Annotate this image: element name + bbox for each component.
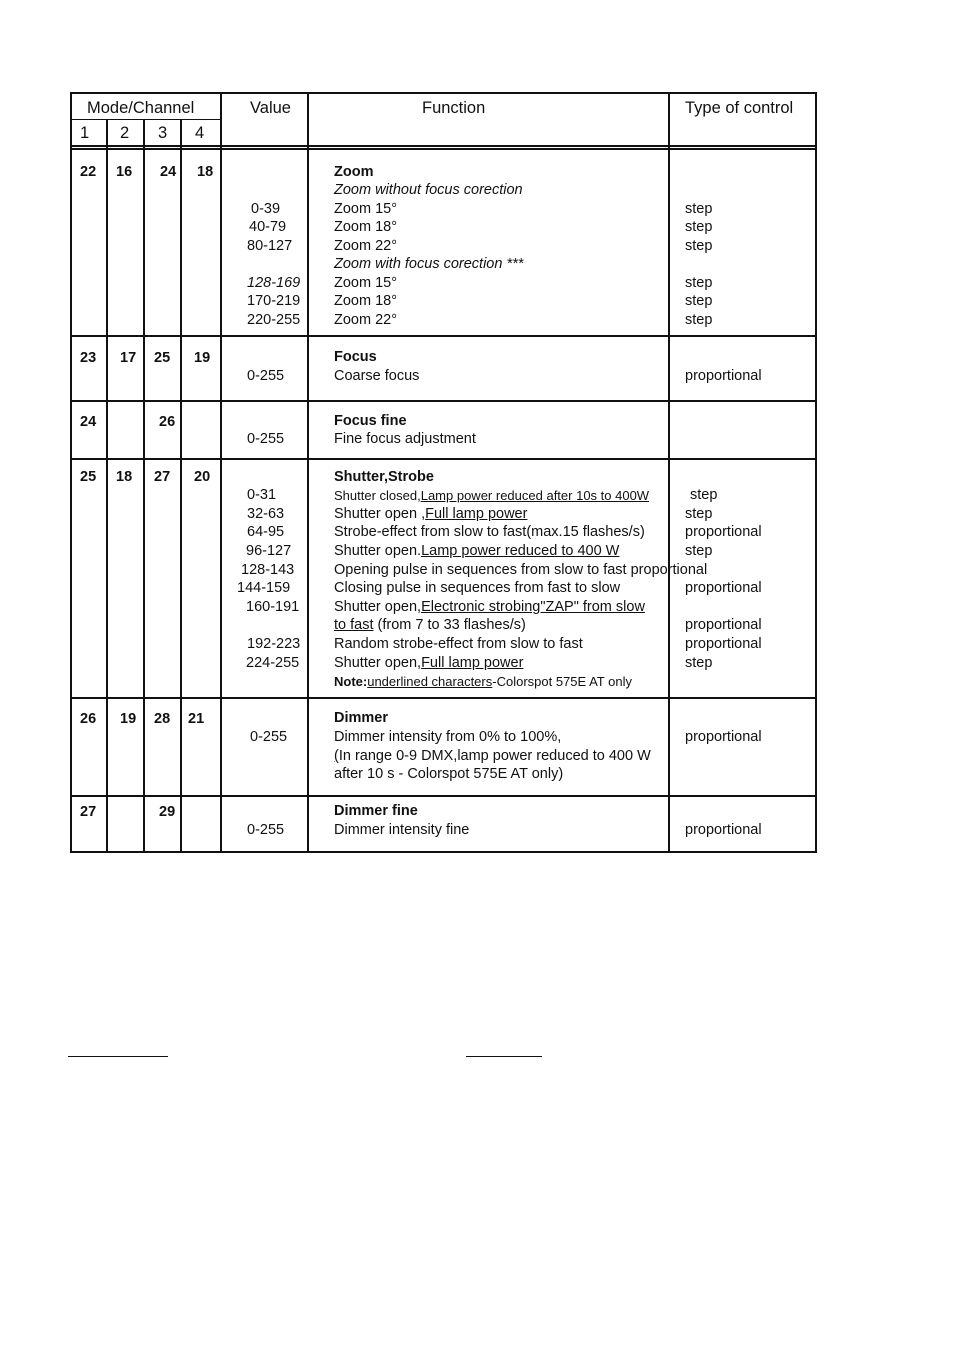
channel-mode1: 25 <box>80 469 97 485</box>
channel-mode2: 19 <box>120 711 137 727</box>
value-range: 144-159 <box>237 580 291 596</box>
function-text: Zoom 18° <box>334 293 398 309</box>
control-type: proportional <box>685 729 762 745</box>
value-range: 220-255 <box>247 312 301 328</box>
mode-1-header: 1 <box>80 124 90 142</box>
control-type: proportional <box>685 524 762 540</box>
value-range: 64-95 <box>247 524 285 540</box>
value-range: 128-169 <box>247 275 301 291</box>
channel-mode3: 28 <box>154 711 171 727</box>
function-text: Zoom 22° <box>334 312 398 328</box>
function-text: (In range 0-9 DMX,lamp power reduced to 400 W <box>334 748 651 764</box>
function-text: Dimmer intensity from 0% to 100%, <box>334 729 562 745</box>
function-text: Coarse focus <box>334 368 420 384</box>
channel-mode4: 21 <box>188 711 205 727</box>
value-header: Value <box>250 99 291 117</box>
value-range: 96-127 <box>246 543 292 559</box>
channel-mode3: 27 <box>154 469 171 485</box>
channel-mode4: 20 <box>194 469 211 485</box>
value-range: 128-143 <box>241 562 295 578</box>
mode-4-header: 4 <box>195 124 205 142</box>
value-range: 32-63 <box>247 506 285 522</box>
channel-mode3: 26 <box>159 414 176 430</box>
type-of-control-header: Type of control <box>685 99 794 117</box>
function-text: Zoom 18° <box>334 219 398 235</box>
control-type: step <box>685 293 713 309</box>
value-range: 40-79 <box>249 219 287 235</box>
function-text: Strobe-effect from slow to fast(max.15 flashes/s) <box>334 524 645 540</box>
function-title: Zoom <box>334 164 374 180</box>
function-title: Dimmer <box>334 710 388 726</box>
control-type: step <box>690 487 718 503</box>
channel-mode3: 25 <box>154 350 171 366</box>
function-text: Zoom 15° <box>334 201 398 217</box>
function-text: Shutter open,Electronic strobing"ZAP" from slow <box>334 599 645 615</box>
value-range: 0-255 <box>247 822 285 838</box>
divider-right <box>466 1056 542 1057</box>
control-type: step <box>685 506 713 522</box>
function-title: Focus <box>334 349 377 365</box>
function-text: Fine focus adjustment <box>334 431 476 447</box>
value-range: 0-39 <box>251 201 281 217</box>
function-text: Shutter open.Lamp power reduced to 400 W <box>334 543 620 559</box>
value-range: 170-219 <box>247 293 301 309</box>
channel-mode3: 24 <box>160 164 177 180</box>
function-text: Opening pulse in sequences from slow to fast proportional <box>334 562 708 578</box>
function-text: to fast (from 7 to 33 flashes/s) <box>334 617 526 633</box>
channel-mode4: 19 <box>194 350 211 366</box>
function-text: after 10 s - Colorspot 575E AT only) <box>334 766 564 782</box>
control-type: proportional <box>685 368 762 384</box>
control-type: proportional <box>685 580 762 596</box>
channel-mode2: 18 <box>116 469 133 485</box>
function-title: Dimmer fine <box>334 803 418 819</box>
value-range: 0-255 <box>250 729 288 745</box>
value-range: 0-255 <box>247 368 285 384</box>
function-text: Shutter open,Full lamp power <box>334 655 524 671</box>
channel-mode4: 18 <box>197 164 214 180</box>
control-type: proportional <box>685 636 762 652</box>
control-type: step <box>685 201 713 217</box>
control-type: step <box>685 238 713 254</box>
function-text: Zoom 22° <box>334 238 398 254</box>
control-type: step <box>685 219 713 235</box>
mode-3-header: 3 <box>158 124 168 142</box>
channel-mode3: 29 <box>159 804 176 820</box>
value-range: 224-255 <box>246 655 300 671</box>
channel-mode1: 27 <box>80 804 97 820</box>
function-text: Closing pulse in sequences from fast to slow <box>334 580 621 596</box>
function-title: Shutter,Strobe <box>334 469 434 485</box>
function-text: Shutter closed,Lamp power reduced after 10s to 400W <box>334 488 650 503</box>
control-type: proportional <box>685 617 762 633</box>
value-range: 80-127 <box>247 238 293 254</box>
value-range: 160-191 <box>246 599 300 615</box>
channel-mode2: 16 <box>116 164 133 180</box>
mode-2-header: 2 <box>120 124 130 142</box>
divider-left <box>68 1056 168 1057</box>
footnote: Note:underlined characters-Colorspot 575E AT only <box>334 674 632 689</box>
value-range: 192-223 <box>247 636 301 652</box>
control-type: step <box>685 312 713 328</box>
control-type: step <box>685 655 713 671</box>
function-subtitle: Zoom without focus corection <box>334 182 523 198</box>
function-title: Focus fine <box>334 413 407 429</box>
channel-mode1: 23 <box>80 350 97 366</box>
function-header: Function <box>422 99 486 117</box>
function-text: Dimmer intensity fine <box>334 822 470 838</box>
value-range: 0-255 <box>247 431 285 447</box>
control-type: step <box>685 543 713 559</box>
channel-mode2: 17 <box>120 350 137 366</box>
function-text: Zoom 15° <box>334 275 398 291</box>
channel-mode1: 22 <box>80 164 97 180</box>
control-type: proportional <box>685 822 762 838</box>
mode-channel-header: Mode/Channel <box>87 99 195 117</box>
value-range: 0-31 <box>247 487 277 503</box>
function-text: Shutter open ,Full lamp power <box>334 506 528 522</box>
control-type: step <box>685 275 713 291</box>
function-subtitle: Zoom with focus corection *** <box>334 256 524 272</box>
channel-mode1: 24 <box>80 414 97 430</box>
function-text: Random strobe-effect from slow to fast <box>334 636 583 652</box>
channel-mode1: 26 <box>80 711 97 727</box>
